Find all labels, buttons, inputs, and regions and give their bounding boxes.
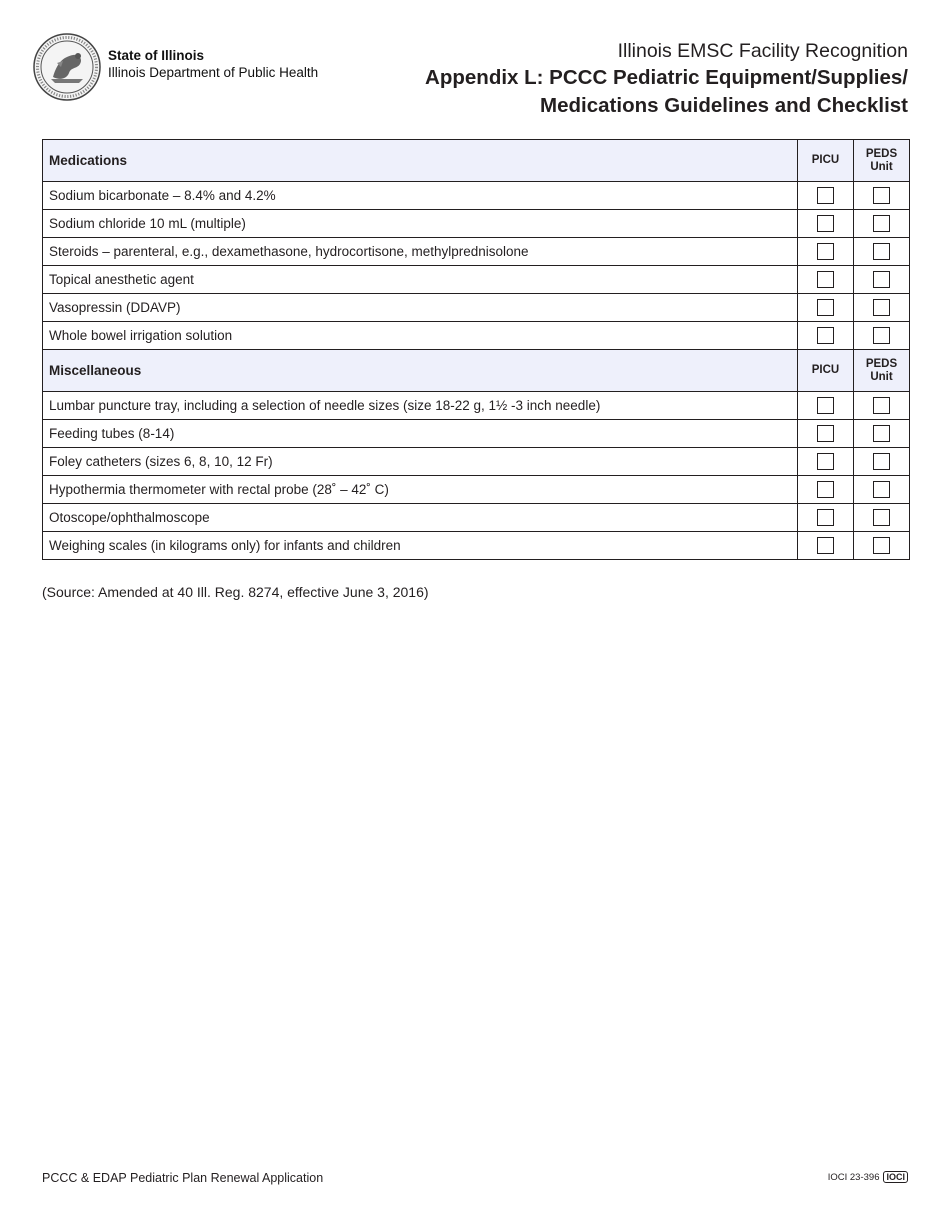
checklist-row	[43, 266, 910, 294]
peds-unit-checkbox[interactable]	[873, 327, 890, 344]
footer-form-name: PCCC & EDAP Pediatric Plan Renewal Application	[42, 1171, 324, 1185]
picu-checkbox[interactable]	[817, 187, 834, 204]
picu-cell	[798, 392, 854, 420]
peds-unit-checkbox[interactable]	[873, 509, 890, 526]
peds-unit-checkbox[interactable]	[873, 187, 890, 204]
section-header-row	[43, 350, 910, 392]
footer-form-number	[828, 1172, 908, 1183]
peds-unit-cell	[854, 476, 910, 504]
picu-cell	[798, 532, 854, 560]
checklist-row	[43, 210, 910, 238]
peds-unit-cell	[854, 504, 910, 532]
item-label: Steroids – parenteral, e.g., dexamethasone, hydrocortisone, methylprednisolone	[43, 238, 798, 266]
picu-checkbox[interactable]	[817, 509, 834, 526]
checklist-row	[43, 294, 910, 322]
peds-unit-cell	[854, 210, 910, 238]
peds-unit-checkbox[interactable]	[873, 215, 890, 232]
peds-unit-checkbox[interactable]	[873, 243, 890, 260]
checklist-row	[43, 392, 910, 420]
picu-checkbox[interactable]	[817, 299, 834, 316]
item-label: Weighing scales (in kilograms only) for infants and children	[43, 532, 798, 560]
picu-cell	[798, 182, 854, 210]
peds-unit-column-header	[854, 350, 910, 392]
peds-unit-checkbox[interactable]	[873, 299, 890, 316]
peds-label: PEDS	[865, 147, 898, 160]
picu-checkbox[interactable]	[817, 327, 834, 344]
peds-unit-checkbox[interactable]	[873, 453, 890, 470]
title-block	[425, 38, 908, 120]
picu-column-header: PICU	[798, 350, 854, 392]
item-label: Foley catheters (sizes 6, 8, 10, 12 Fr)	[43, 448, 798, 476]
item-label: Sodium bicarbonate – 8.4% and 4.2%	[43, 182, 798, 210]
idph-logo	[33, 33, 328, 103]
picu-cell	[798, 322, 854, 350]
checklist-row	[43, 476, 910, 504]
peds-unit-checkbox[interactable]	[873, 425, 890, 442]
logo-department-name: Illinois Department of Public Health	[108, 65, 319, 80]
item-label: Topical anesthetic agent	[43, 266, 798, 294]
peds-unit-cell	[854, 532, 910, 560]
checklist-row	[43, 448, 910, 476]
form-number: IOCI 23-396	[827, 1172, 880, 1183]
program-title: Illinois EMSC Facility Recognition	[617, 40, 908, 62]
peds-unit-cell	[854, 238, 910, 266]
peds-label: PEDS	[865, 357, 898, 370]
peds-unit-cell	[854, 182, 910, 210]
peds-unit-checkbox[interactable]	[873, 397, 890, 414]
picu-cell	[798, 476, 854, 504]
peds-unit-cell	[854, 266, 910, 294]
section-header-row	[43, 140, 910, 182]
checklist-row	[43, 532, 910, 560]
picu-cell	[798, 420, 854, 448]
picu-cell	[798, 238, 854, 266]
checklist-row	[43, 238, 910, 266]
picu-cell	[798, 504, 854, 532]
peds-unit-cell	[854, 420, 910, 448]
picu-checkbox[interactable]	[817, 271, 834, 288]
item-label: Sodium chloride 10 mL (multiple)	[43, 210, 798, 238]
ioci-mark: IOCI	[883, 1171, 908, 1183]
checklist-row	[43, 504, 910, 532]
item-label: Lumbar puncture tray, including a selection of needle sizes (size 18-22 g, 1½ -3 inch needle)	[43, 392, 798, 420]
peds-unit-cell	[854, 448, 910, 476]
picu-cell	[798, 448, 854, 476]
picu-cell	[798, 210, 854, 238]
item-label: Hypothermia thermometer with rectal probe (28˚ – 42˚ C)	[43, 476, 798, 504]
peds-unit-checkbox[interactable]	[873, 481, 890, 498]
item-label: Vasopressin (DDAVP)	[43, 294, 798, 322]
picu-checkbox[interactable]	[817, 397, 834, 414]
picu-checkbox[interactable]	[817, 537, 834, 554]
unit-label: Unit	[870, 160, 893, 173]
item-label: Feeding tubes (8-14)	[43, 420, 798, 448]
checklist-row	[43, 420, 910, 448]
picu-cell	[798, 294, 854, 322]
section-heading: Medications	[43, 140, 798, 182]
picu-checkbox[interactable]	[817, 481, 834, 498]
item-label: Whole bowel irrigation solution	[43, 322, 798, 350]
unit-label: Unit	[870, 370, 893, 383]
peds-unit-checkbox[interactable]	[873, 537, 890, 554]
picu-checkbox[interactable]	[817, 425, 834, 442]
appendix-title-line2: Medications Guidelines and Checklist	[540, 94, 908, 117]
appendix-title-line1: Appendix L: PCCC Pediatric Equipment/Supplies/	[425, 66, 908, 89]
picu-checkbox[interactable]	[817, 215, 834, 232]
state-seal-icon	[33, 33, 101, 101]
section-heading: Miscellaneous	[43, 350, 798, 392]
logo-state-name: State of Illinois	[108, 48, 205, 63]
page-header	[0, 0, 950, 130]
peds-unit-cell	[854, 294, 910, 322]
picu-checkbox[interactable]	[817, 453, 834, 470]
picu-checkbox[interactable]	[817, 243, 834, 260]
item-label: Otoscope/ophthalmoscope	[43, 504, 798, 532]
peds-unit-checkbox[interactable]	[873, 271, 890, 288]
checklist-row	[43, 182, 910, 210]
source-note: (Source: Amended at 40 Ill. Reg. 8274, effective June 3, 2016)	[42, 584, 429, 600]
picu-cell	[798, 266, 854, 294]
checklist-table	[42, 139, 910, 560]
checklist-row	[43, 322, 910, 350]
peds-unit-cell	[854, 322, 910, 350]
peds-unit-cell	[854, 392, 910, 420]
peds-unit-column-header	[854, 140, 910, 182]
picu-column-header: PICU	[798, 140, 854, 182]
